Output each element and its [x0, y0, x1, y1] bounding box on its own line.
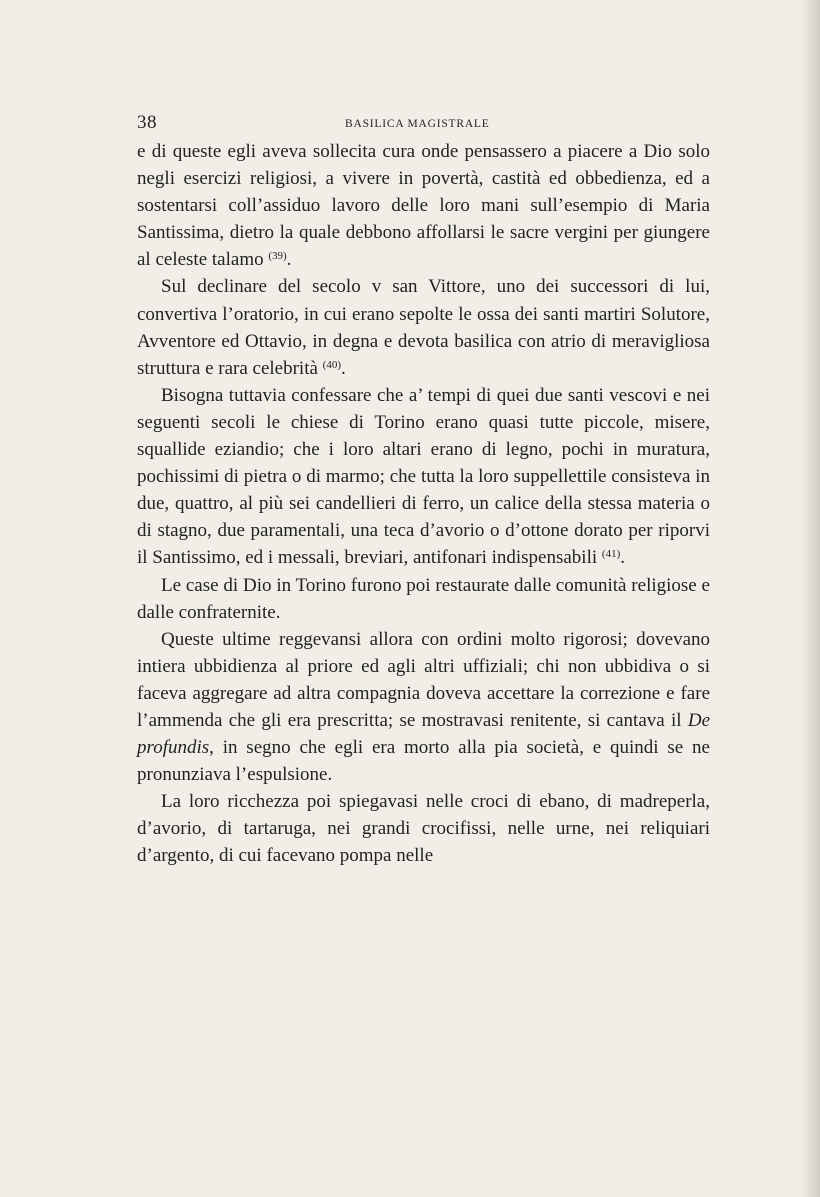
- paragraph-6: La loro ricchezza poi spiegavasi nelle croci di ebano, di madreperla, d’avorio, di tartaruga, nei grandi crocifissi, nelle urne, nei reliquiari d’argento, di cui facevano pompa nelle: [137, 791, 710, 867]
- paragraph-3: Bisogna tuttavia confessare che a’ tempi di quei due santi vescovi e nei seguenti secoli le chiese di Torino erano quasi tutte piccole, misere, squallide eziandio; che i loro altari erano di legno, pochi in muratura, pochissimi di pietra o di marmo; che tutta la loro suppellettile consisteva in due, quattro, al più sei candellieri di ferro, un calice della stessa materia o di stagno, due paramentali, una teca d’avorio o d’ottone dorato per riporvi il Santissimo, ed i messali, breviari, antifonari indispensabili $^{(41)}$.: [137, 384, 710, 569]
- page-number: 38: [137, 112, 157, 133]
- running-head: BASILICA MAGISTRALE: [345, 118, 490, 130]
- paragraph-1: e di queste egli aveva sollecita cura onde pensassero a piacere a Dio solo negli esercizi religiosi, a vivere in povertà, castità ed obbedienza, ed a sostentarsi coll’assiduo lavoro delle loro mani sull’esempio di Maria Santissima, dietro la quale debbono affollarsi le sacre vergini per giungere al celeste talamo $^{(39)}$.: [137, 141, 710, 271]
- scan-edge-shadow: [800, 0, 820, 1197]
- latin-phrase: De profundis: [137, 709, 710, 759]
- footnote-ref-39: (39): [268, 250, 287, 263]
- footnote-ref-40: (40): [322, 358, 341, 371]
- body-text: [137, 138, 710, 870]
- page-header: [137, 108, 710, 136]
- paragraph-4: Le case di Dio in Torino furono poi restaurate dalle comunità religiose e dalle confraternite.: [137, 574, 710, 623]
- footnote-ref-41: (41): [601, 548, 621, 561]
- book-page: [137, 108, 710, 870]
- paragraph-5: Queste ultime reggevansi allora con ordini molto rigorosi; dovevano intiera ubbidienza al priore ed agli altri uffiziali; chi non ubbidiva o si faceva aggregare ad altra compagnia doveva accettare la correzione e fare l’ammenda che gli era prescritta; se mostravasi renitente, si cantava il De profundis, in segno che egli era morto alla pia società, e quindi se ne pronunziava l’espulsione.: [137, 628, 710, 786]
- paragraph-2: Sul declinare del secolo v san Vittore, uno dei successori di lui, convertiva l’oratorio, in cui erano sepolte le ossa dei santi martiri Solutore, Avventore ed Ottavio, in degna e devota basilica con atrio di meravigliosa struttura e rara celebrità $^{(40)}$.: [137, 276, 710, 379]
